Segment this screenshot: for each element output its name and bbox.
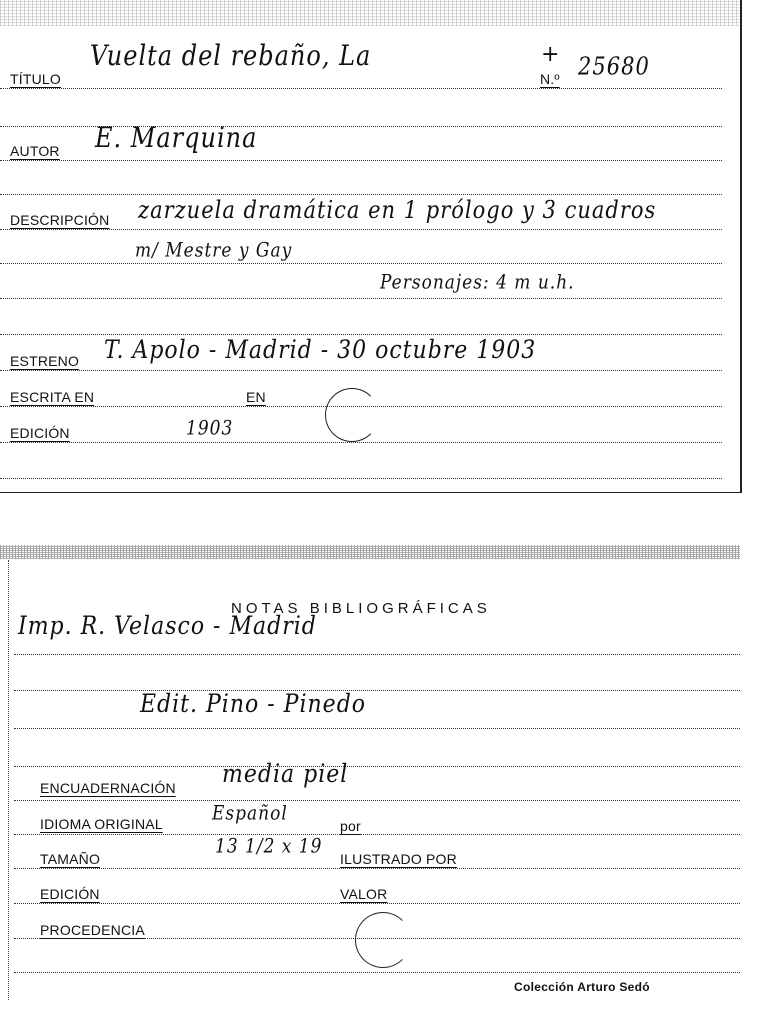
rule-desc-2 (0, 263, 722, 264)
edicion-value-top: 1903 (186, 417, 234, 440)
procedencia-label: PROCEDENCIA (40, 922, 145, 938)
rule-encuadernacion (14, 800, 740, 801)
idioma-value: Español (212, 802, 288, 825)
rule-edicion (14, 903, 740, 904)
ilustrado-label: ILUSTRADO POR (340, 851, 457, 867)
encuadernacion-label: ENCUADERNACIÓN (40, 780, 176, 796)
valor-label: VALOR (340, 886, 388, 902)
rule-blank-2 (0, 194, 722, 195)
autor-value: E. Marquina (95, 121, 258, 154)
rule-notes-3 (14, 728, 740, 729)
tamano-value: 13 1/2 x 19 (215, 835, 323, 858)
rule-bottom (14, 972, 740, 973)
rule-notes-1 (14, 654, 740, 655)
rule-descripcion (0, 229, 722, 230)
escrita-en-label: ESCRITA EN (10, 389, 95, 405)
punch-hole-top (325, 388, 379, 442)
rule-blank-3 (0, 478, 722, 479)
rule-autor (0, 160, 722, 161)
collection-footer: Colección Arturo Sedó (514, 980, 650, 994)
titulo-label: TÍTULO (10, 71, 61, 87)
rule-notes-4 (14, 766, 740, 767)
numero-value: 25680 (578, 52, 650, 80)
tamano-label: TAMAÑO (40, 851, 101, 867)
rule-edicion (0, 442, 722, 443)
numero-label: N.º (540, 71, 560, 87)
descripcion-label: DESCRIPCIÓN (10, 212, 110, 228)
rule-tamano (14, 868, 740, 869)
idioma-label: IDIOMA ORIGINAL (40, 816, 163, 832)
autor-label: AUTOR (10, 143, 60, 159)
cross-mark: + (541, 42, 560, 67)
notes-line-2: Edit. Pino - Pinedo (140, 690, 367, 719)
rule-idioma (14, 834, 740, 835)
encuadernacion-value: media piel (222, 760, 349, 789)
estreno-label: ESTRENO (10, 353, 80, 369)
rule-desc-4 (0, 334, 722, 335)
descripcion-line2: m/ Mestre y Gay (135, 239, 293, 262)
titulo-value: Vuelta del rebaño, La (90, 39, 372, 72)
rule-notes-2 (14, 690, 740, 691)
paper-speckle-top (0, 0, 740, 26)
rule-desc-3 (0, 298, 722, 299)
paper-speckle-bottom (0, 545, 740, 559)
card-left-edge (8, 560, 15, 1000)
edicion-label-bottom: EDICIÓN (40, 886, 100, 902)
rule-estreno (0, 370, 722, 371)
descripcion-value: zarzuela dramática en 1 prólogo y 3 cuadros (138, 196, 657, 224)
edicion-label-top: EDICIÓN (10, 425, 70, 441)
notas-heading: NOTAS BIBLIOGRÁFICAS (231, 600, 491, 617)
punch-hole-bottom (355, 912, 411, 968)
notes-line-1: Imp. R. Velasco - Madrid (18, 612, 317, 641)
en-label: EN (246, 389, 266, 405)
rule-titulo (0, 88, 722, 89)
estreno-value: T. Apolo - Madrid - 30 octubre 1903 (104, 336, 537, 365)
personajes-value: Personajes: 4 m u.h. (380, 271, 575, 294)
por-label: por (340, 818, 361, 834)
